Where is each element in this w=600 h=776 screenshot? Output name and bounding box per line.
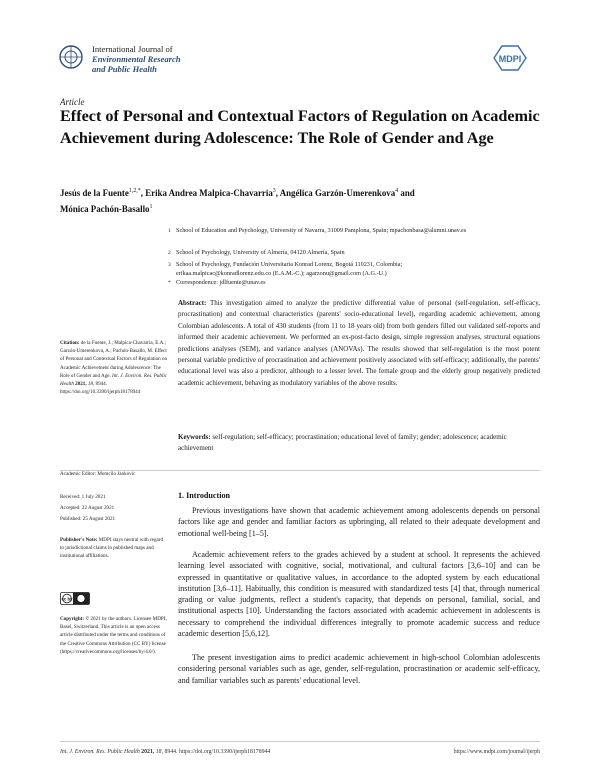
- abstract: [178, 298, 540, 389]
- author-line-1: [60, 184, 540, 200]
- copyright-text: © 2021 by the authors. Licensee MDPI, Basel, Switzerland. This article is an open access article distributed under the terms and conditions of the Creative Commons Attribution (CC BY) license (https://creativecommons.org/licenses/by/4.0/).: [60, 616, 167, 655]
- affiliation-2-text: School of Psychology, University of Almería, 04120 Almería, Spain: [176, 249, 345, 256]
- copyright-notice: [60, 615, 168, 656]
- affiliation-3: [168, 261, 496, 278]
- keywords: [178, 432, 540, 455]
- citation-doi: 8944. https://doi.org/10.3390/ijerph18178944: [60, 381, 141, 396]
- published-date: Published: 25 August 2021: [60, 516, 116, 522]
- author-3: , Angélica Garzón-Umerenkova: [275, 187, 396, 198]
- mdpi-logo-text: MDPI: [498, 54, 522, 64]
- cc-by-label: cc by: [61, 596, 73, 602]
- publisher-note: [60, 536, 168, 561]
- author-1-affil: 1,2,*: [128, 188, 141, 194]
- publisher-note-label: Publisher's Note:: [60, 537, 98, 543]
- section-heading: 1. Introduction: [178, 491, 231, 500]
- author-3-affil: 4: [395, 188, 399, 194]
- accepted-date: Accepted: 22 August 2021: [60, 505, 115, 511]
- journal-logo-icon: [58, 44, 84, 70]
- paragraph-3: The present investigation aims to predict academic achievement in high-school Colombian adolescents considering personal variables such as age, gender, self-regulation, procrastination or academic self-efficacy, and familiar variables such as parents' educational level.: [178, 653, 540, 685]
- affiliation-3-text: School of Psychology, Fundación Universitaria Konrad Lorenz, Bogotá 110231, Colombia; erikaa.malpicac@konradlorenz.edu.co (E.A.M.-C.); agarzonu@gmail.com (A.G.-U.): [176, 261, 403, 277]
- copyright-label: Copyright:: [60, 616, 85, 622]
- paragraph-1: Previous investigations have shown that academic achievement among adolescents depends on personal factors like age and gender and familiar factors as upbringing, all related to their adequate development and emotional well-being [1–5].: [178, 506, 540, 538]
- author-2-affil: 3: [272, 188, 276, 194]
- publisher-note-text: MDPI stays neutral with regard to jurisdictional claims in published maps and institutional affiliations.: [60, 537, 163, 560]
- cc-by-license-icon[interactable]: [60, 592, 90, 605]
- journal-name-line3: and Public Health: [92, 64, 157, 74]
- footer-year: 2021,: [139, 749, 155, 755]
- correspondence-text: Correspondence: jdlfuente@unav.es: [176, 279, 266, 286]
- footer-journal-link[interactable]: https://www.mdpi.com/journal/ijerph: [453, 749, 540, 755]
- journal-name-line2: Environmental Research: [92, 54, 181, 64]
- affiliation-1-num: 1: [168, 228, 171, 234]
- author-and: and: [398, 187, 415, 198]
- keywords-text: self-regulation; self-efficacy; procrastination; educational level of family; gender; adolescence; academic achievement: [178, 433, 507, 453]
- author-1: Jesús de la Fuente: [60, 187, 129, 198]
- keywords-label: Keywords:: [178, 433, 211, 441]
- article-title: Effect of Personal and Contextual Factors of Regulation on Academic Achievement during Adolescence: The Role of Gender and Age: [60, 107, 540, 147]
- citation-text: de la Fuente, J.; Malpica-Chavarria, E.A.; Garzón-Umerenkova, A.; Pachón-Basallo, M. Effect of Personal and Contextual Factors of Regulation on Academic Achievement during Adolescence: The Role of Gender and Age.: [60, 340, 168, 379]
- author-4-affil: 1: [149, 204, 153, 211]
- citation-label: Citation:: [60, 340, 80, 346]
- affiliation-1: [168, 227, 496, 236]
- citation-journal: Int. J. Environ. Res. Public Health: [60, 372, 168, 388]
- affiliation-2-num: 2: [168, 250, 171, 256]
- citation-year: 2021,: [73, 381, 87, 388]
- affiliation-2: [168, 249, 496, 258]
- correspondence-mark: *: [168, 280, 171, 286]
- journal-name: [92, 44, 181, 74]
- footer-doi-link[interactable]: 8944. https://doi.org/10.3390/ijerph18178944: [163, 749, 271, 755]
- affiliation-1-text: School of Education and Psychology, University of Navarra, 31009 Pamplona, Spain; mpachonbasa@alumni.unav.es: [176, 227, 467, 234]
- correspondence: [168, 279, 496, 288]
- author-2: , Erika Andrea Malpica-Chavarria: [140, 187, 273, 198]
- citation-volume: 18,: [86, 381, 95, 388]
- footer-volume: 18,: [154, 749, 163, 755]
- citation-block: [60, 339, 168, 396]
- mdpi-logo-icon: [492, 44, 542, 72]
- paragraph-2: Academic achievement refers to the grades achieved by a student at school. It represents the achieved learning level associated with cognitive, social, motivational, and cultural factors [3,6–10] and can be expressed in quantitative or qualitative values, in accordance to the adopted system by each educational institution [3,6–11]. Habitually, this condition is measured with standardized tests [4] that, through numerical grading or value judgments, reflect a student's capacity, that depends on personal, familial, social, and institutional aspects [10]. Understanding the factors associated with academic achievement in adolescents is necessary to comprehend the individual differences integrally to promote academic success and reduce academic desertion [5,6,12].: [178, 550, 540, 639]
- received-date: Received: 1 July 2021: [60, 494, 106, 500]
- footer-divider: [60, 741, 540, 742]
- footer-citation: [60, 749, 270, 755]
- affiliation-3-num: 3: [168, 262, 171, 268]
- journal-name-line1: International Journal of: [92, 44, 173, 54]
- footer-journal: Int. J. Environ. Res. Public Health: [60, 749, 140, 755]
- abstract-text: This investigation aimed to analyze the predictive differential value of personal (self-regulation, self-efficacy, procrastination) and contextual characteristics (parents' socio-educational level), regarding academic achievement, among Colombian adolescents. A total of 430 students (from 11 to 18 years old) from both genders filled out validated self-reports and informed their academic achievement. We performed an ex-post-facto design, simple regression analyses, structural equations predictions analyses (SEM), and variance analyses (ANOVAs). The results showed that self-regulation is the most potent personal variable predictive of procrastination and achievement positively associated with self-efficacy; additionally, the parents' educational level was also a predictor, although to a lesser level. The female group and the elderly group negatively predicted academic achievement, behaving as modulatory variables of the above results.: [178, 299, 540, 387]
- author-line-2: [60, 200, 540, 216]
- academic-editor: Academic Editor: Momcilo Jankovic: [60, 471, 136, 477]
- article-type: Article: [60, 97, 85, 107]
- abstract-label: Abstract:: [178, 299, 207, 307]
- author-4: Mónica Pachón-Basallo: [60, 204, 150, 215]
- author-list: [60, 184, 540, 217]
